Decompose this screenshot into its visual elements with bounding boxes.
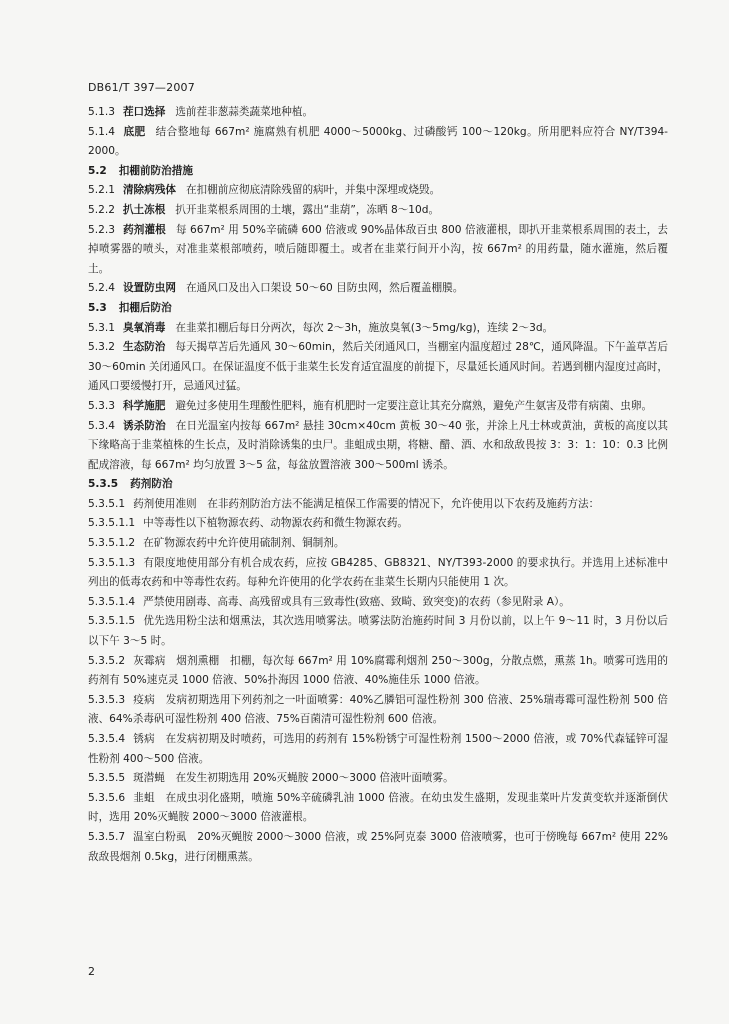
paragraph-5-3 [88, 299, 668, 319]
paragraph-5-1-4 [88, 123, 668, 162]
section-heading: 扒土冻根 [122, 203, 166, 216]
section-number: 5.2.2 [88, 203, 115, 216]
section-number: 5.2 [88, 164, 107, 177]
section-number: 5.3.5.1.3 [88, 556, 136, 569]
page-number: 2 [88, 965, 95, 978]
paragraph-5-3-5-1-1 [88, 514, 668, 534]
paragraph-5-3-5-1-2 [88, 534, 668, 554]
section-number: 5.3.5.1.1 [88, 517, 136, 530]
section-heading: 扣棚前防治措施 [118, 164, 193, 177]
section-heading: 诱杀防治 [122, 419, 166, 432]
section-text: 每天揭草苫后先通风 30～60min，然后关闭通风口，当棚室内温度超过 28℃，通风降温。下午盖草苫后 30～60min 关闭通风口。在保证温度不低于韭菜生长发育适宜温度的前提下，尽量延长通风时间。若遇到棚内湿度过高时，通风口要缓慢打开，忌通风过猛。 [88, 341, 668, 393]
section-text: 每 667m² 用 50%辛硫磷 600 倍液或 90%晶体敌百虫 800 倍液灌根，即扒开韭菜根系周围的表土，去掉喷雾器的喷头，对准韭菜根部喷药，喷后随即覆土。或者在韭菜行间开小沟，按 667m² 的用药量，随水灌施，然后覆土。 [88, 223, 668, 275]
section-number: 5.3.5.1.5 [88, 615, 136, 628]
section-text: 疫病 发病初期选用下列药剂之一叶面喷雾：40%乙膦铝可湿性粉剂 300 倍液、25%瑞毒霉可湿性粉剂 500 倍液、64%杀毒矾可湿性粉剂 400 倍液、75%百菌清可湿性粉剂 600 倍液。 [88, 693, 668, 726]
paragraph-5-3-4 [88, 417, 668, 476]
section-number: 5.2.1 [88, 184, 115, 197]
section-heading: 底肥 [122, 125, 146, 138]
paragraph-5-3-5-3 [88, 691, 668, 730]
section-text: 在扣棚前应彻底清除残留的病叶，并集中深埋或烧毁。 [185, 184, 441, 197]
section-heading: 扣棚后防治 [118, 301, 172, 314]
section-number: 5.3.5.6 [88, 791, 126, 804]
section-text: 在韭菜扣棚后每日分两次，每次 2～3h，施放臭氧(3～5mg/kg)，连续 2～3d。 [175, 321, 554, 334]
section-text: 优先选用粉尘法和烟熏法，其次选用喷雾法。喷雾法防治施药时间 3 月份以前，以上午 9～11 时，3 月份以后以下午 3～5 时。 [88, 615, 668, 648]
section-text: 灰霉病 烟剂熏棚 扣棚，每次每 667m² 用 10%腐霉利烟剂 250～300g，分散点燃，熏蒸 1h。喷雾可选用的药剂有 50%速克灵 1000 倍液、50%扑海因 1000 倍液、40%施佳乐 1000 倍液。 [88, 654, 668, 687]
section-text: 严禁使用剧毒、高毒、高残留或具有三致毒性(致癌、致畸、致突变)的农药（参见附录 A）。 [143, 595, 570, 608]
standard-number: DB61/T 397—2007 [88, 81, 195, 94]
section-number: 5.1.3 [88, 106, 115, 118]
section-number: 5.3.2 [88, 341, 115, 354]
paragraph-5-3-2 [88, 338, 668, 397]
paragraph-5-1-3 [88, 103, 668, 123]
paragraph-5-3-5-1-5 [88, 612, 668, 651]
paragraph-5-3-1 [88, 319, 668, 339]
paragraph-5-3-5-1 [88, 495, 668, 515]
section-text: 有限度地使用部分有机合成农药，应按 GB4285、GB8321、NY/T393-2000 的要求执行。并选用上述标准中列出的低毒农药和中等毒性农药。每种允许使用的化学农药在韭菜生长期内只能使用 1 次。 [88, 556, 668, 589]
section-text: 在通风口及出入口架设 50～60 目防虫网，然后覆盖棚膜。 [185, 282, 464, 295]
section-heading: 科学施肥 [122, 399, 166, 412]
paragraph-5-3-5-4 [88, 730, 668, 769]
section-number: 5.3.5.1.2 [88, 537, 136, 550]
section-number: 5.3.5.7 [88, 830, 126, 843]
paragraph-5-3-5-1-3 [88, 554, 668, 593]
paragraph-5-3-5-7 [88, 828, 668, 867]
paragraph-5-2 [88, 162, 668, 182]
paragraph-5-3-5 [88, 475, 668, 495]
section-heading: 设置防虫网 [122, 282, 176, 295]
section-number: 5.3.5.1.4 [88, 595, 136, 608]
section-text: 选前茬非葱蒜类蔬菜地种植。 [175, 106, 314, 118]
paragraph-5-2-3 [88, 221, 668, 280]
section-heading: 臭氧消毒 [122, 321, 166, 334]
section-text: 中等毒性以下植物源农药、动物源农药和微生物源农药。 [143, 517, 409, 530]
section-number: 5.3.4 [88, 419, 115, 432]
section-text: 在日光温室内按每 667m² 悬挂 30cm×40cm 黄板 30～40 张，并涂上凡士林或黄油，黄板的高度以其下缘略高于韭菜植株的生长点，及时消除诱集的虫尸。韭蛆成虫期，将糖、醋、酒、水和敌敌畏按 3：3：1：10：0.3 比例配成溶液，每 667m² 均匀放置 3～5 盆，每盆放置溶液 300～500ml 诱杀。 [88, 419, 669, 471]
section-text: 在矿物源农药中允许使用硫制剂、铜制剂。 [143, 537, 345, 550]
paragraph-5-2-1 [88, 181, 668, 201]
section-text: 韭蛆 在成虫羽化盛期，喷施 50%辛硫磷乳油 1000 倍液。在幼虫发生盛期，发现韭菜叶片发黄变软并逐渐倒伏时，选用 20%灭蝇胺 2000～3000 倍液灌根。 [88, 791, 668, 824]
section-number: 5.3.5.3 [88, 693, 126, 706]
section-heading: 药剂防治 [130, 478, 173, 491]
section-heading: 生态防治 [122, 341, 166, 354]
section-number: 5.2.4 [88, 282, 115, 295]
section-text: 结合整地每 667m² 施腐熟有机肥 4000～5000kg、过磷酸钙 100～120kg。所用肥料应符合 NY/T394-2000。 [88, 125, 669, 158]
section-number: 5.3.5.2 [88, 654, 126, 667]
section-number: 5.1.4 [88, 125, 115, 138]
section-number: 5.3 [88, 301, 107, 314]
paragraph-5-3-5-5 [88, 769, 668, 789]
section-text: 避免过多使用生理酸性肥料，施有机肥时一定要注意让其充分腐熟，避免产生氨害及带有病菌、虫卵。 [175, 399, 653, 412]
section-number: 5.3.5 [88, 478, 119, 491]
section-text: 锈病 在发病初期及时喷药，可选用的药剂有 15%粉锈宁可湿性粉剂 1500～2000 倍液，或 70%代森锰锌可湿性粉剂 400～500 倍液。 [88, 733, 668, 765]
paragraph-5-2-4 [88, 279, 668, 299]
section-number: 5.3.5.1 [88, 497, 126, 510]
section-text: 斑潜蝇 在发生初期选用 20%灭蝇胺 2000～3000 倍液叶面喷雾。 [133, 772, 454, 785]
paragraph-5-3-5-6 [88, 789, 668, 828]
section-text: 温室白粉虱 20%灭蝇胺 2000～3000 倍液，或 25%阿克泰 3000 倍液喷雾，也可于傍晚每 667m² 使用 22%敌敌畏烟剂 0.5kg，进行闭棚熏蒸。 [88, 830, 668, 863]
section-text: 药剂使用准则 在非药剂防治方法不能满足植保工作需要的情况下，允许使用以下农药及施药方法： [133, 497, 600, 510]
paragraph-5-3-5-2 [88, 652, 668, 691]
section-number: 5.3.3 [88, 399, 115, 412]
paragraph-5-3-3 [88, 397, 668, 417]
section-heading: 茬口选择 [122, 106, 166, 118]
paragraph-5-3-5-1-4 [88, 593, 668, 613]
section-heading: 药剂灌根 [122, 223, 166, 236]
section-heading: 清除病残体 [122, 184, 176, 197]
document-body [88, 103, 668, 867]
section-number: 5.3.1 [88, 321, 115, 334]
paragraph-5-2-2 [88, 201, 668, 221]
section-number: 5.3.5.5 [88, 772, 126, 785]
section-text: 扒开韭菜根系周围的土壤，露出“韭葫”，冻晒 8～10d。 [175, 203, 440, 216]
section-number: 5.2.3 [88, 223, 115, 236]
section-number: 5.3.5.4 [88, 733, 126, 745]
